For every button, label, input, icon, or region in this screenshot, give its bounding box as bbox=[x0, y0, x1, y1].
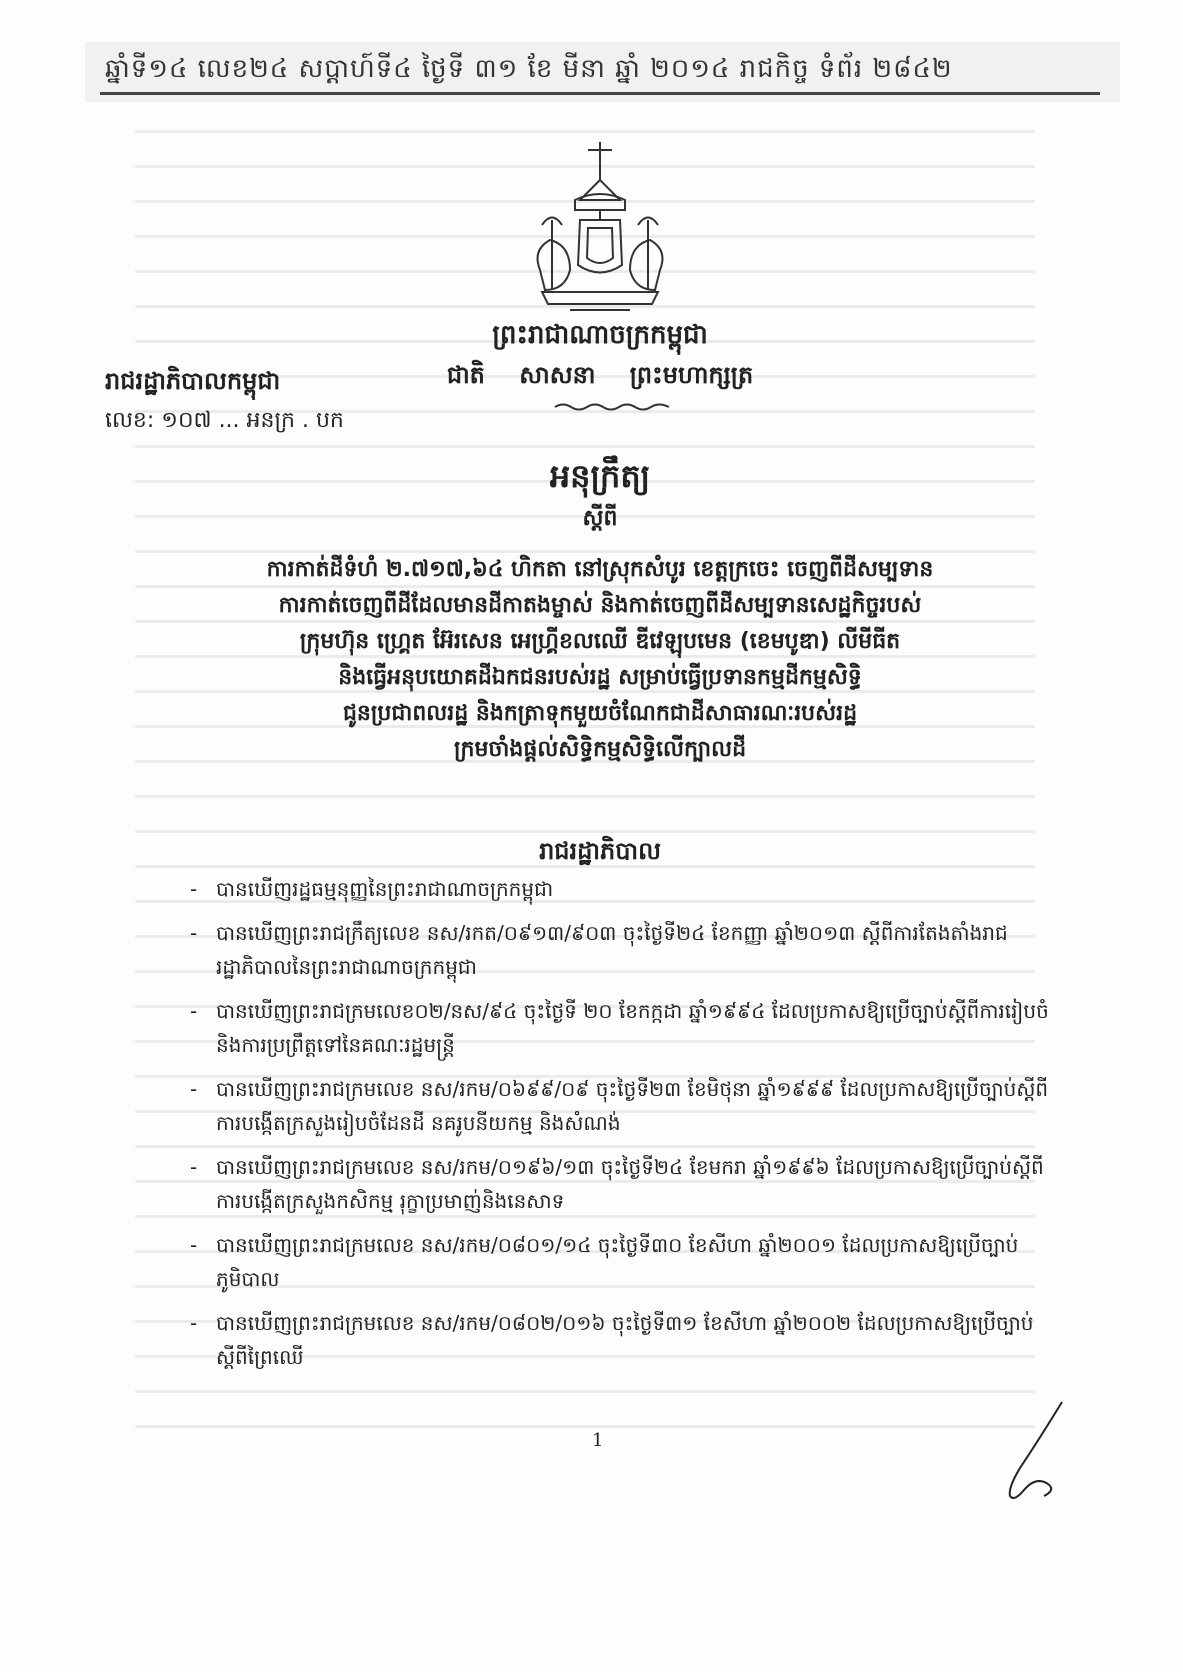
bullet-dash: - bbox=[190, 1311, 198, 1335]
document-title: អនុក្រឹត្យ bbox=[549, 457, 651, 495]
citation-text: បានឃើញព្រះរាជក្រឹត្យលេខ នស/រកត/០៩១៣/៩០៣ ចុះថ្ងៃទី២៤ ខែកញ្ញា ឆ្នាំ២០១៣ ស្តីពីការតែងតាំងរាជរដ្ឋាភិបាលនៃព្រះរាជាណាចក្រកម្ពុជា bbox=[216, 921, 1008, 979]
royal-government-heading: រាជរដ្ឋាភិបាល bbox=[539, 837, 661, 865]
bullet-dash: - bbox=[190, 877, 198, 901]
title-on: ស្តីពី bbox=[582, 506, 618, 531]
header-rule bbox=[100, 92, 1100, 95]
citation-item bbox=[190, 1072, 1050, 1140]
subject-line: ក្រុមហ៊ុន ហ្គ្រេត អ៊ែរសេន អេហ្គ្រីខលឈើ ឌីវេឡុបមេន (ខេមបូឌា) លីមីធីត bbox=[299, 629, 901, 654]
citation-text: បានឃើញព្រះរាជក្រមលេខ នស/រកម/០៨០២/០១៦ ចុះថ្ងៃទី៣១ ខែសីហា ឆ្នាំ២០០២ ដែលប្រកាសឱ្យប្រើច្បាប់ស្តីពីព្រៃឈើ bbox=[216, 1311, 1034, 1369]
gazette-header-text: ឆ្នាំទី១៤ លេខ២៤ សប្តាហ៍ទី៤ ថ្ងៃទី ៣១ ខែ មីនា ឆ្នាំ ២០១៤ រាជកិច្ច ទំព័រ ២៨៤២ bbox=[105, 54, 953, 84]
bullet-dash: - bbox=[190, 921, 198, 945]
citation-item bbox=[190, 1150, 1050, 1218]
subject-line: ការកាត់ចេញពីដីដែលមានដីកាតងម្ចាស់ និងកាត់ចេញពីដីសម្បទានសេដ្ឋកិច្ចរបស់ bbox=[278, 593, 922, 618]
royal-emblem-icon bbox=[530, 140, 670, 315]
subject-line: ជូនប្រជាពលរដ្ឋ និងកត្រាទុកមួយចំណែកជាដីសាធារណៈរបស់រដ្ឋ bbox=[342, 701, 858, 726]
bullet-dash: - bbox=[190, 1233, 198, 1257]
page-number: 1 bbox=[592, 1430, 604, 1451]
subject-line: ក្រមចាំងផ្តល់សិទ្ធិកម្មសិទ្ធិលើក្បាលដី bbox=[453, 737, 747, 762]
national-motto: ជាតិ សាសនា ព្រះមហាក្សត្រ bbox=[446, 361, 754, 389]
citation-item bbox=[190, 872, 1050, 906]
bullet-dash: - bbox=[190, 1077, 198, 1101]
citation-item bbox=[190, 1228, 1050, 1296]
ornament-rule bbox=[553, 402, 671, 412]
citation-text: បានឃើញព្រះរាជក្រមលេខ០២/នស/៩៤ ចុះថ្ងៃទី ២០ ខែកក្កដា ឆ្នាំ១៩៩៤ ដែលប្រកាសឱ្យប្រើច្បាប់ស្តីពីការរៀបចំនិងការប្រព្រឹត្តទៅនៃគណៈរដ្ឋមន្ត្រី bbox=[216, 999, 1049, 1057]
citation-text: បានឃើញព្រះរាជក្រមលេខ នស/រកម/០៦៩៩/០៩ ចុះថ្ងៃទី២៣ ខែមិថុនា ឆ្នាំ១៩៩៩ ដែលប្រកាសឱ្យប្រើច្បាប់ស្តីពីការបង្កើតក្រសួងរៀបចំដែនដី នគរូបនីយកម្ម និងសំណង់ bbox=[216, 1077, 1049, 1135]
citation-item bbox=[190, 994, 1050, 1062]
citation-item bbox=[190, 916, 1050, 984]
citation-list bbox=[190, 872, 1050, 1384]
citation-item bbox=[190, 1306, 1050, 1374]
issuing-authority: រាជរដ្ឋាភិបាលកម្ពុជា bbox=[105, 367, 281, 395]
bullet-dash: - bbox=[190, 999, 198, 1023]
subject-block bbox=[195, 552, 1005, 768]
citation-text: បានឃើញព្រះរាជក្រមលេខ នស/រកម/០១៩៦/១៣ ចុះថ្ងៃទី២៤ ខែមករា ឆ្នាំ១៩៩៦ ដែលប្រកាសឱ្យប្រើច្បាប់ស្តីពីការបង្កើតក្រសួងកសិកម្ម រុក្ខាប្រមាញ់និងនេសាទ bbox=[216, 1155, 1044, 1213]
reference-number: លេខ: ១០៧ ... អនក្រ . បក bbox=[105, 408, 344, 433]
citation-text: បានឃើញព្រះរាជក្រមលេខ នស/រកម/០៨០១/១៤ ចុះថ្ងៃទី៣០ ខែសីហា ឆ្នាំ២០០១ ដែលប្រកាសឱ្យប្រើច្បាប់ភូមិបាល bbox=[216, 1233, 1019, 1291]
subject-line: និងធ្វើអនុបយោគដីឯកជនរបស់រដ្ឋ សម្រាប់ធ្វើប្រទានកម្មដីកម្មសិទ្ធិ bbox=[338, 665, 862, 690]
subject-line: ការកាត់ដីទំហំ ២.៧១៧,៦៤ ហិកតា នៅស្រុកសំបូរ ខេត្តក្រចេះ ចេញពីដីសម្បទាន bbox=[266, 557, 934, 582]
kingdom-heading: ព្រះរាជាណាចក្រកម្ពុជា bbox=[492, 320, 708, 350]
bullet-dash: - bbox=[190, 1155, 198, 1179]
gazette-header bbox=[85, 42, 1120, 102]
signature-initial bbox=[1000, 1398, 1070, 1503]
citation-text: បានឃើញរដ្ឋធម្មនុញ្ញនៃព្រះរាជាណាចក្រកម្ពុជា bbox=[216, 877, 554, 901]
